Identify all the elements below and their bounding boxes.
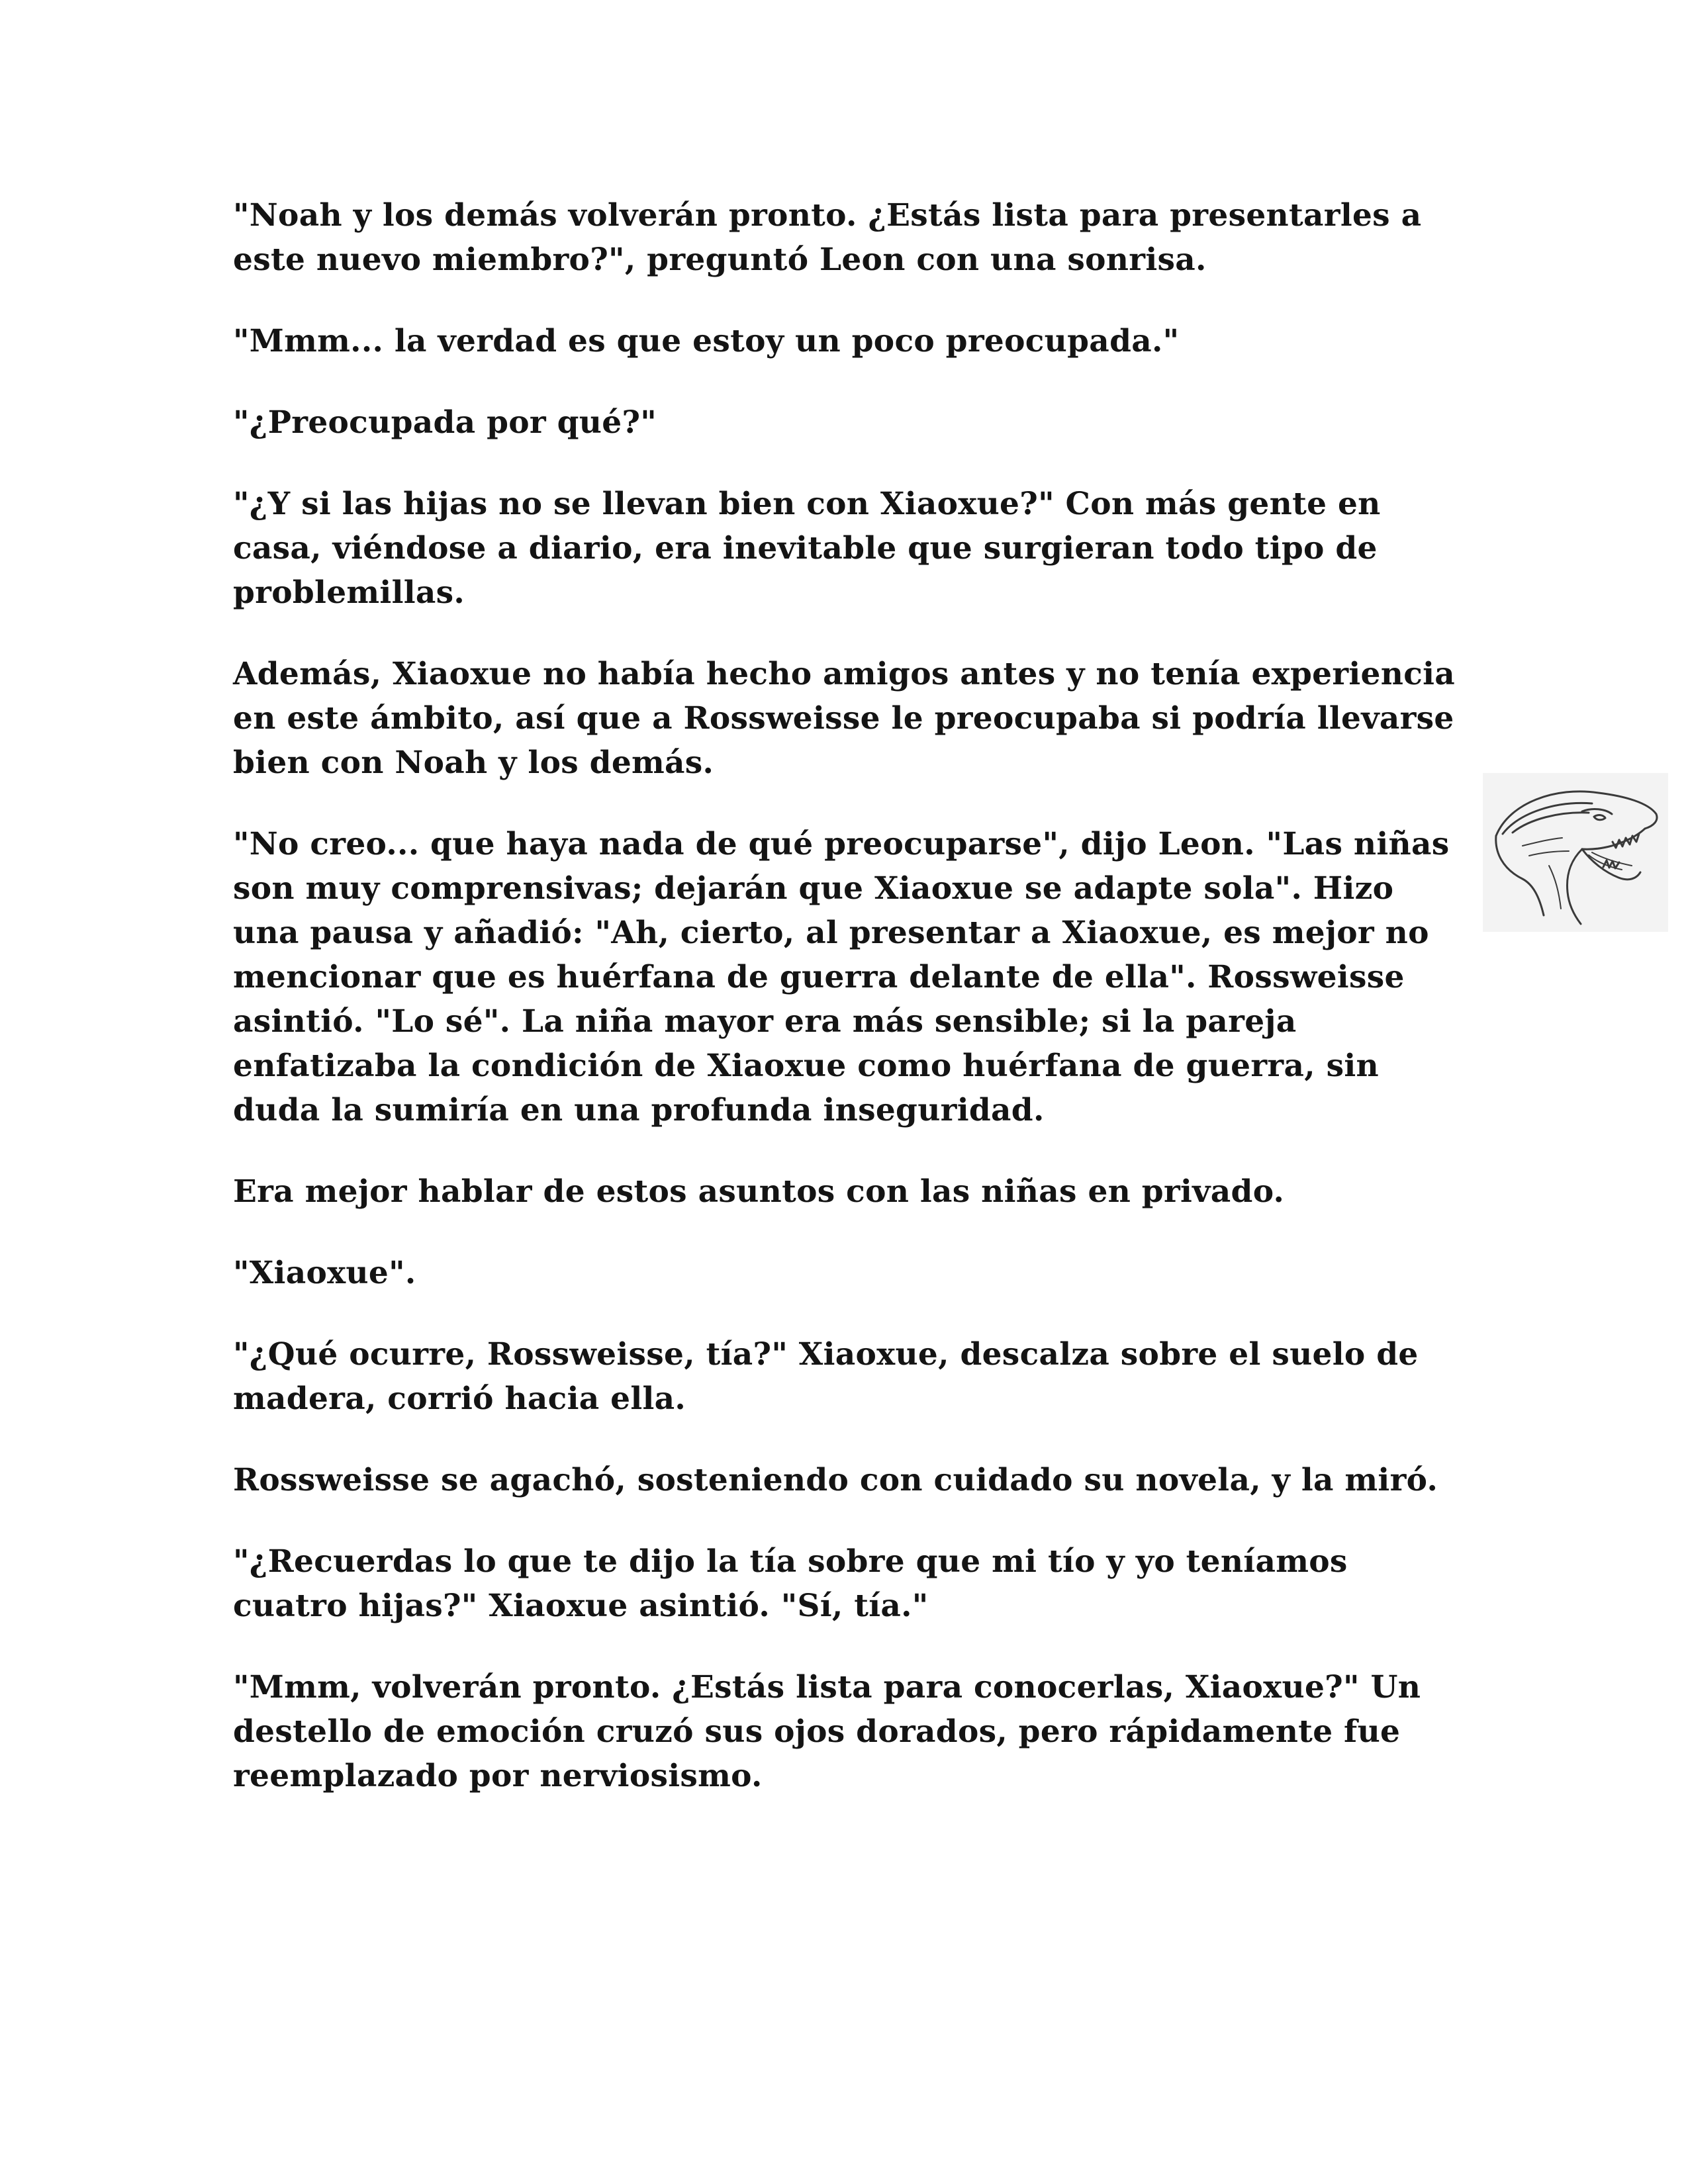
- paragraph: "¿Preocupada por qué?": [233, 404, 657, 441]
- paragraph: "¿Recuerdas lo que te dijo la tía sobre que mi tío y yo teníamos cuatro hijas?" Xiaoxue asintió. "Sí, tía.": [233, 1543, 1348, 1624]
- paragraph: "No creo... que haya nada de qué preocuparse", dijo Leon. "Las niñas son muy comprensivas; dejarán que Xiaoxue se adapte sola". Hizo una pausa y añadió: "Ah, cierto, al presentar a Xiaoxue, es mejor no mencionar que es huérfana de guerra delante de ella". Rossweisse asintió. "Lo sé". La niña mayor era más sensible; si la pareja enfatizaba la condición de Xiaoxue como huérfana de guerra, sin duda la sumiría en una profunda inseguridad.: [233, 826, 1450, 1128]
- paragraph: "Mmm... la verdad es que estoy un poco preocupada.": [233, 323, 1180, 359]
- paragraph: "Mmm, volverán pronto. ¿Estás lista para conocerlas, Xiaoxue?" Un destello de emoción cruzó sus ojos dorados, pero rápidamente fue reemplazado por nerviosismo.: [233, 1669, 1421, 1794]
- paragraph: Además, Xiaoxue no había hecho amigos antes y no tenía experiencia en este ámbito, así que a Rossweisse le preocupaba si podría llevarse bien con Noah y los demás.: [233, 656, 1456, 781]
- paragraph: "Xiaoxue".: [233, 1255, 416, 1291]
- paragraph: "¿Qué ocurre, Rossweisse, tía?" Xiaoxue, descalza sobre el suelo de madera, corrió hacia ella.: [233, 1336, 1419, 1417]
- body-text: [233, 193, 1464, 1835]
- paragraph: "¿Y si las hijas no se llevan bien con Xiaoxue?" Con más gente en casa, viéndose a diario, era inevitable que surgieran todo tipo de problemillas.: [233, 486, 1381, 611]
- dinosaur-head-sketch-icon: [1483, 773, 1668, 932]
- paragraph: Rossweisse se agachó, sosteniendo con cuidado su novela, y la miró.: [233, 1462, 1438, 1498]
- paragraph: "Noah y los demás volverán pronto. ¿Estás lista para presentarles a este nuevo miembro?", preguntó Leon con una sonrisa.: [233, 197, 1422, 278]
- paragraph: Era mejor hablar de estos asuntos con las niñas en privado.: [233, 1173, 1285, 1210]
